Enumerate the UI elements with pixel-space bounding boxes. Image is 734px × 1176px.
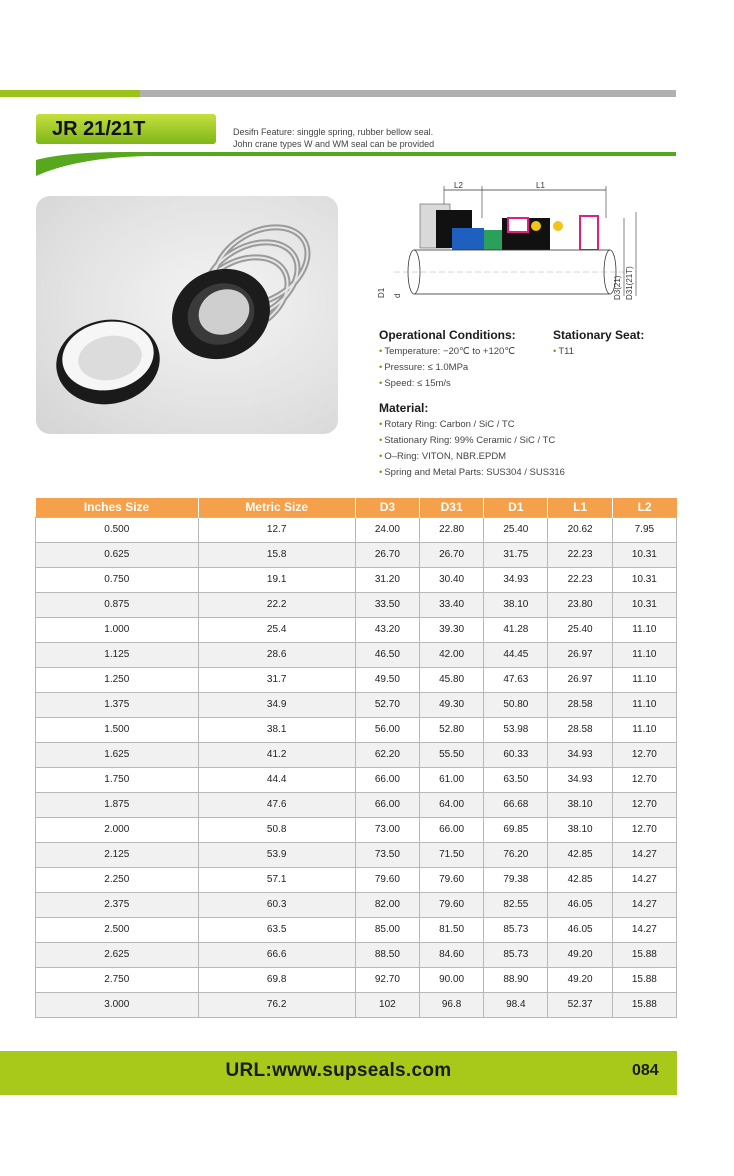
table-row [36, 992, 677, 1017]
table-cell: 60.3 [198, 892, 355, 917]
table-cell: 66.68 [484, 792, 548, 817]
table-cell: 53.9 [198, 842, 355, 867]
column-header: Metric Size [198, 498, 355, 517]
table-cell: 102 [355, 992, 419, 1017]
table-cell: 33.40 [420, 592, 484, 617]
table-row [36, 967, 677, 992]
table-cell: 42.85 [548, 842, 612, 867]
table-cell: 12.70 [612, 817, 676, 842]
table-cell: 34.9 [198, 692, 355, 717]
table-cell: 25.4 [198, 617, 355, 642]
table-row [36, 892, 677, 917]
table-cell: 23.80 [548, 592, 612, 617]
table-cell: 82.00 [355, 892, 419, 917]
table-row [36, 767, 677, 792]
table-cell: 11.10 [612, 642, 676, 667]
table-cell: 10.31 [612, 542, 676, 567]
table-cell: 14.27 [612, 842, 676, 867]
table-cell: 11.10 [612, 617, 676, 642]
table-cell: 73.00 [355, 817, 419, 842]
table-cell: 50.8 [198, 817, 355, 842]
table-cell: 61.00 [420, 767, 484, 792]
table-cell: 88.90 [484, 967, 548, 992]
table-cell: 22.23 [548, 567, 612, 592]
stationary-seat-title: Stationary Seat: [553, 328, 645, 342]
table-row [36, 842, 677, 867]
top-gray-bar [140, 90, 676, 97]
table-cell: 52.80 [420, 717, 484, 742]
table-cell: 98.4 [484, 992, 548, 1017]
table-cell: 42.00 [420, 642, 484, 667]
table-cell: 3.000 [36, 992, 199, 1017]
table-cell: 14.27 [612, 917, 676, 942]
table-cell: 26.70 [355, 542, 419, 567]
material-title: Material: [379, 401, 429, 415]
table-cell: 11.10 [612, 692, 676, 717]
table-cell: 69.8 [198, 967, 355, 992]
table-cell: 34.93 [548, 767, 612, 792]
table-cell: 1.750 [36, 767, 199, 792]
table-cell: 11.10 [612, 717, 676, 742]
table-cell: 45.80 [420, 667, 484, 692]
table-cell: 22.23 [548, 542, 612, 567]
table-cell: 14.27 [612, 867, 676, 892]
operational-item: • Speed: ≤ 15m/s [379, 378, 451, 389]
table-cell: 34.93 [484, 567, 548, 592]
table-row [36, 792, 677, 817]
table-cell: 79.60 [355, 867, 419, 892]
table-row [36, 692, 677, 717]
table-cell: 88.50 [355, 942, 419, 967]
table-cell: 25.40 [484, 517, 548, 542]
table-cell: 63.5 [198, 917, 355, 942]
table-cell: 66.6 [198, 942, 355, 967]
table-cell: 30.40 [420, 567, 484, 592]
table-cell: 66.00 [355, 792, 419, 817]
table-cell: 31.75 [484, 542, 548, 567]
table-cell: 2.375 [36, 892, 199, 917]
table-cell: 12.7 [198, 517, 355, 542]
table-header-row [36, 498, 677, 517]
table-row [36, 717, 677, 742]
table-cell: 42.85 [548, 867, 612, 892]
size-table [35, 498, 677, 1018]
table-cell: 38.10 [548, 817, 612, 842]
table-body [36, 517, 677, 1017]
material-item: • Spring and Metal Parts: SUS304 / SUS316 [379, 467, 565, 478]
table-cell: 38.10 [548, 792, 612, 817]
table-cell: 69.85 [484, 817, 548, 842]
table-cell: 0.750 [36, 567, 199, 592]
product-description [233, 126, 434, 150]
table-cell: 2.125 [36, 842, 199, 867]
product-photo [36, 196, 338, 434]
table-cell: 1.500 [36, 717, 199, 742]
table-cell: 76.2 [198, 992, 355, 1017]
table-row [36, 517, 677, 542]
table-cell: 47.63 [484, 667, 548, 692]
table-cell: 1.250 [36, 667, 199, 692]
dim-label-l2: L2 [454, 181, 463, 190]
table-cell: 44.45 [484, 642, 548, 667]
table-cell: 66.00 [420, 817, 484, 842]
table-cell: 41.28 [484, 617, 548, 642]
table-cell: 79.60 [420, 892, 484, 917]
table-cell: 52.37 [548, 992, 612, 1017]
table-cell: 47.6 [198, 792, 355, 817]
table-cell: 57.1 [198, 867, 355, 892]
table-cell: 2.500 [36, 917, 199, 942]
table-cell: 41.2 [198, 742, 355, 767]
dim-label-d31: D31(21T) [625, 266, 634, 300]
table-cell: 31.7 [198, 667, 355, 692]
table-row [36, 742, 677, 767]
table-cell: 10.31 [612, 567, 676, 592]
table-cell: 43.20 [355, 617, 419, 642]
table-cell: 55.50 [420, 742, 484, 767]
table-row [36, 867, 677, 892]
table-cell: 19.1 [198, 567, 355, 592]
material-item: • O–Ring: VITON, NBR.EPDM [379, 451, 506, 462]
table-cell: 26.97 [548, 642, 612, 667]
table-cell: 1.000 [36, 617, 199, 642]
dim-label-d3: D3(21) [613, 275, 622, 300]
table-cell: 2.250 [36, 867, 199, 892]
table-row [36, 667, 677, 692]
table-cell: 7.95 [612, 517, 676, 542]
top-accent-bar [0, 90, 140, 97]
table-cell: 85.73 [484, 917, 548, 942]
product-title: JR 21/21T [36, 114, 216, 144]
operational-item: • Temperature: −20℃ to +120℃ [379, 346, 515, 357]
table-cell: 90.00 [420, 967, 484, 992]
table-cell: 28.6 [198, 642, 355, 667]
table-cell: 25.40 [548, 617, 612, 642]
table-cell: 38.10 [484, 592, 548, 617]
table-cell: 1.625 [36, 742, 199, 767]
dim-label-l1: L1 [536, 181, 545, 190]
dim-label-d1: D1 [377, 287, 386, 298]
table-cell: 12.70 [612, 767, 676, 792]
table-row [36, 592, 677, 617]
table-cell: 11.10 [612, 667, 676, 692]
material-item: • Rotary Ring: Carbon / SiC / TC [379, 419, 515, 430]
table-cell: 0.500 [36, 517, 199, 542]
operational-item: • Pressure: ≤ 1.0MPa [379, 362, 468, 373]
table-cell: 2.625 [36, 942, 199, 967]
table-cell: 66.00 [355, 767, 419, 792]
table-cell: 82.55 [484, 892, 548, 917]
table-row [36, 817, 677, 842]
table-cell: 63.50 [484, 767, 548, 792]
column-header: L2 [612, 498, 676, 517]
table-cell: 15.88 [612, 967, 676, 992]
table-cell: 56.00 [355, 717, 419, 742]
table-cell: 0.875 [36, 592, 199, 617]
table-cell: 2.750 [36, 967, 199, 992]
table-cell: 46.05 [548, 917, 612, 942]
column-header: D31 [420, 498, 484, 517]
table-cell: 49.20 [548, 967, 612, 992]
table-cell: 85.73 [484, 942, 548, 967]
table-cell: 1.875 [36, 792, 199, 817]
table-row [36, 567, 677, 592]
table-cell: 44.4 [198, 767, 355, 792]
table-cell: 15.88 [612, 942, 676, 967]
table-cell: 76.20 [484, 842, 548, 867]
table-cell: 60.33 [484, 742, 548, 767]
table-cell: 24.00 [355, 517, 419, 542]
table-cell: 34.93 [548, 742, 612, 767]
table-cell: 26.70 [420, 542, 484, 567]
table-cell: 20.62 [548, 517, 612, 542]
table-cell: 15.8 [198, 542, 355, 567]
column-header: L1 [548, 498, 612, 517]
table-cell: 22.80 [420, 517, 484, 542]
table-cell: 52.70 [355, 692, 419, 717]
table-cell: 39.30 [420, 617, 484, 642]
table-cell: 53.98 [484, 717, 548, 742]
table-cell: 2.000 [36, 817, 199, 842]
table-cell: 73.50 [355, 842, 419, 867]
table-cell: 46.50 [355, 642, 419, 667]
table-cell: 84.60 [420, 942, 484, 967]
description-line-1: Desifn Feature: singgle spring, rubber bellow seal. [233, 127, 434, 137]
green-swoosh [36, 150, 676, 176]
table-cell: 28.58 [548, 717, 612, 742]
table-row [36, 542, 677, 567]
table-cell: 22.2 [198, 592, 355, 617]
column-header: D3 [355, 498, 419, 517]
table-cell: 79.60 [420, 867, 484, 892]
table-cell: 12.70 [612, 792, 676, 817]
table-cell: 71.50 [420, 842, 484, 867]
table-cell: 31.20 [355, 567, 419, 592]
seal-technical-drawing [374, 178, 664, 304]
table-cell: 49.30 [420, 692, 484, 717]
table-cell: 96.8 [420, 992, 484, 1017]
table-cell: 46.05 [548, 892, 612, 917]
table-row [36, 642, 677, 667]
table-cell: 49.50 [355, 667, 419, 692]
table-cell: 26.97 [548, 667, 612, 692]
table-cell: 49.20 [548, 942, 612, 967]
table-cell: 62.20 [355, 742, 419, 767]
table-cell: 15.88 [612, 992, 676, 1017]
seal-photo-illustration [36, 196, 338, 434]
table-cell: 28.58 [548, 692, 612, 717]
table-cell: 12.70 [612, 742, 676, 767]
table-cell: 79.38 [484, 867, 548, 892]
material-item: • Stationary Ring: 99% Ceramic / SiC / TC [379, 435, 555, 446]
table-cell: 0.625 [36, 542, 199, 567]
table-cell: 92.70 [355, 967, 419, 992]
column-header: D1 [484, 498, 548, 517]
table-row [36, 617, 677, 642]
table-row [36, 942, 677, 967]
description-line-2: John crane types W and WM seal can be provided [233, 139, 435, 149]
page-number: 084 [632, 1062, 659, 1079]
dim-label-d: d [393, 293, 402, 298]
table-cell: 10.31 [612, 592, 676, 617]
table-cell: 64.00 [420, 792, 484, 817]
table-cell: 85.00 [355, 917, 419, 942]
table-row [36, 917, 677, 942]
table-cell: 50.80 [484, 692, 548, 717]
table-cell: 81.50 [420, 917, 484, 942]
table-cell: 14.27 [612, 892, 676, 917]
table-cell: 1.125 [36, 642, 199, 667]
table-cell: 38.1 [198, 717, 355, 742]
table-cell: 1.375 [36, 692, 199, 717]
operational-conditions-title: Operational Conditions: [379, 328, 516, 342]
stationary-seat-item: • T11 [553, 346, 574, 357]
footer-url: URL:www.supseals.com [225, 1060, 452, 1081]
column-header: Inches Size [36, 498, 199, 517]
table-cell: 33.50 [355, 592, 419, 617]
